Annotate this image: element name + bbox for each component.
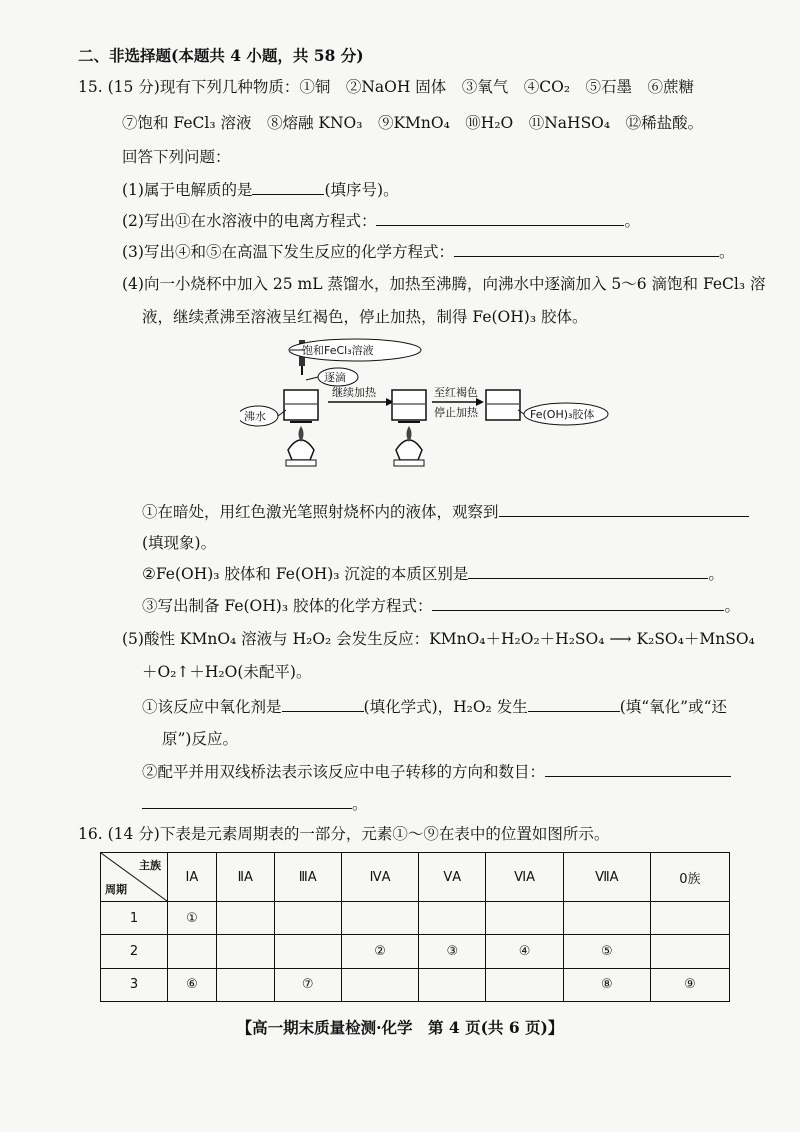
q15-part5-line1: (5)酸性 KMnO₄ 溶液与 H₂O₂ 会发生反应：KMnO₄＋H₂O₂＋H₂SO₄ ⟶ K₂SO₄＋MnSO₄ — [122, 630, 755, 648]
q15-part4-3 — [142, 594, 740, 616]
q15-part1-text: (1)属于电解质的是 — [122, 181, 253, 199]
element-cell — [650, 902, 729, 935]
q15-part3-suffix: 。 — [718, 243, 735, 261]
q15-part4-3-suffix: 。 — [724, 597, 740, 615]
element-cell: ⑨ — [650, 968, 729, 1001]
answer-blank[interactable] — [376, 211, 624, 226]
element-cell — [563, 902, 650, 935]
element-cell: ⑤ — [563, 935, 650, 968]
element-cell — [274, 902, 341, 935]
element-cell — [650, 935, 729, 968]
q15-part4-3-text: ③写出制备 Fe(OH)₃ 胶体的化学方程式： — [142, 597, 433, 615]
answer-blank[interactable] — [528, 697, 620, 712]
label-drop: 逐滴 — [324, 371, 346, 384]
group-header: ⅣA — [341, 853, 419, 902]
q15-part4-1-text: ①在暗处，用红色激光笔照射烧杯内的液体，观察到 — [142, 503, 499, 521]
element-cell — [216, 935, 274, 968]
answer-blank[interactable] — [545, 762, 731, 777]
element-cell — [419, 902, 486, 935]
q15-part5-2-text: ②配平并用双线桥法表示该反应中电子转移的方向和数目： — [142, 763, 546, 781]
element-cell: ① — [168, 902, 217, 935]
q15-part4-1-cont: (填现象)。 — [142, 534, 217, 552]
group-header: ⅥA — [486, 853, 564, 902]
element-cell: ② — [341, 935, 419, 968]
element-cell — [419, 968, 486, 1001]
q15-part4-2-text: ②Fe(OH)₃ 胶体和 Fe(OH)₃ 沉淀的本质区别是 — [142, 565, 469, 583]
q15-substances-line2: ⑦饱和 FeCl₃ 溶液 ⑧熔融 KNO₃ ⑨KMnO₄ ⑩H₂O ⑪NaHSO₄ ⑫稀盐酸。 — [122, 114, 704, 132]
q15-part4-1 — [142, 500, 749, 522]
page-footer: 【高一期末质量检测·化学 第 4 页(共 6 页)】 — [236, 1018, 564, 1037]
table-row — [101, 968, 730, 1001]
element-cell: ⑦ — [274, 968, 341, 1001]
group-header: ⅡA — [216, 853, 274, 902]
q15-part5-1-cont: 原”)反应。 — [162, 730, 238, 748]
q15-prompt: 回答下列问题： — [122, 148, 231, 166]
q15-part4-2-suffix: 。 — [708, 565, 724, 583]
group-header: 0族 — [650, 853, 729, 902]
periodic-table — [100, 852, 730, 1002]
q15-part4-line1: (4)向一小烧杯中加入 25 mL 蒸馏水，加热至沸腾，向沸水中逐滴加入 5～6 滴饱和 FeCl₃ 溶 — [122, 275, 766, 293]
q15-part1 — [122, 178, 399, 200]
table-corner — [101, 853, 168, 902]
q15-part2 — [122, 209, 640, 231]
q15-part5-1-c: (填“氧化”或“还 — [619, 698, 728, 716]
element-cell: ④ — [486, 935, 564, 968]
q15-header: 15. (15 分)现有下列几种物质：①铜 ②NaOH 固体 ③氧气 ④CO₂ ⑤石墨 ⑥蔗糖 — [78, 78, 695, 96]
element-cell — [486, 902, 564, 935]
label-heat: 继续加热 — [332, 386, 376, 399]
corner-group-label: 主族 — [139, 859, 161, 872]
q15-part4-2 — [142, 562, 724, 584]
group-header: ⅤA — [419, 853, 486, 902]
q16-header: 16. (14 分)下表是元素周期表的一部分，元素①～⑨在表中的位置如图所示。 — [78, 825, 610, 843]
period-number: 1 — [101, 902, 168, 935]
element-cell — [168, 935, 217, 968]
q15-part5-1 — [142, 695, 727, 717]
colloid-apparatus-diagram — [240, 330, 640, 480]
answer-blank[interactable] — [282, 697, 364, 712]
q15-part4-line2: 液，继续煮沸至溶液呈红褐色，停止加热，制得 Fe(OH)₃ 胶体。 — [142, 308, 588, 326]
q15-part5-2-suffix: 。 — [352, 795, 368, 813]
table-row — [101, 935, 730, 968]
answer-blank[interactable] — [499, 502, 749, 517]
group-header: ⅠA — [168, 853, 217, 902]
corner-period-label: 周期 — [105, 883, 127, 896]
q15-part2-suffix: 。 — [624, 212, 640, 230]
element-cell — [216, 902, 274, 935]
element-cell: ⑧ — [563, 968, 650, 1001]
period-number: 3 — [101, 968, 168, 1001]
label-red-1: 至红褐色 — [434, 386, 478, 399]
element-cell — [274, 935, 341, 968]
period-number: 2 — [101, 935, 168, 968]
label-red-2: 停止加热 — [434, 406, 478, 419]
element-cell: ⑥ — [168, 968, 217, 1001]
element-cell — [341, 902, 419, 935]
q15-part3 — [122, 240, 734, 262]
element-cell: ③ — [419, 935, 486, 968]
table-row — [101, 902, 730, 935]
element-cell — [341, 968, 419, 1001]
element-cell — [216, 968, 274, 1001]
section-title: 二、非选择题(本题共 4 小题，共 58 分) — [78, 46, 364, 65]
label-fecl3: 饱和FeCl₃溶液 — [302, 344, 374, 357]
answer-blank[interactable] — [454, 242, 719, 257]
q15-part5-1-b: (填化学式)，H₂O₂ 发生 — [363, 698, 528, 716]
q15-part5-2-cont — [142, 792, 368, 814]
answer-blank[interactable] — [468, 564, 708, 579]
answer-blank[interactable] — [432, 596, 724, 611]
answer-blank[interactable] — [142, 794, 352, 809]
q15-part2-text: (2)写出⑪在水溶液中的电离方程式： — [122, 212, 377, 230]
label-colloid: Fe(OH)₃胶体 — [530, 408, 595, 421]
q15-part1-suffix: (填序号)。 — [324, 181, 399, 199]
q15-part3-text: (3)写出④和⑤在高温下发生反应的化学方程式： — [122, 243, 454, 261]
q15-part5-2 — [142, 760, 731, 782]
element-cell — [486, 968, 564, 1001]
group-header: ⅢA — [274, 853, 341, 902]
answer-blank[interactable] — [252, 180, 324, 195]
group-header: ⅦA — [563, 853, 650, 902]
q15-part5-1-a: ①该反应中氧化剂是 — [142, 698, 282, 716]
q15-part5-line2: ＋O₂↑＋H₂O(未配平)。 — [142, 663, 312, 681]
label-boil: 沸水 — [244, 410, 266, 423]
